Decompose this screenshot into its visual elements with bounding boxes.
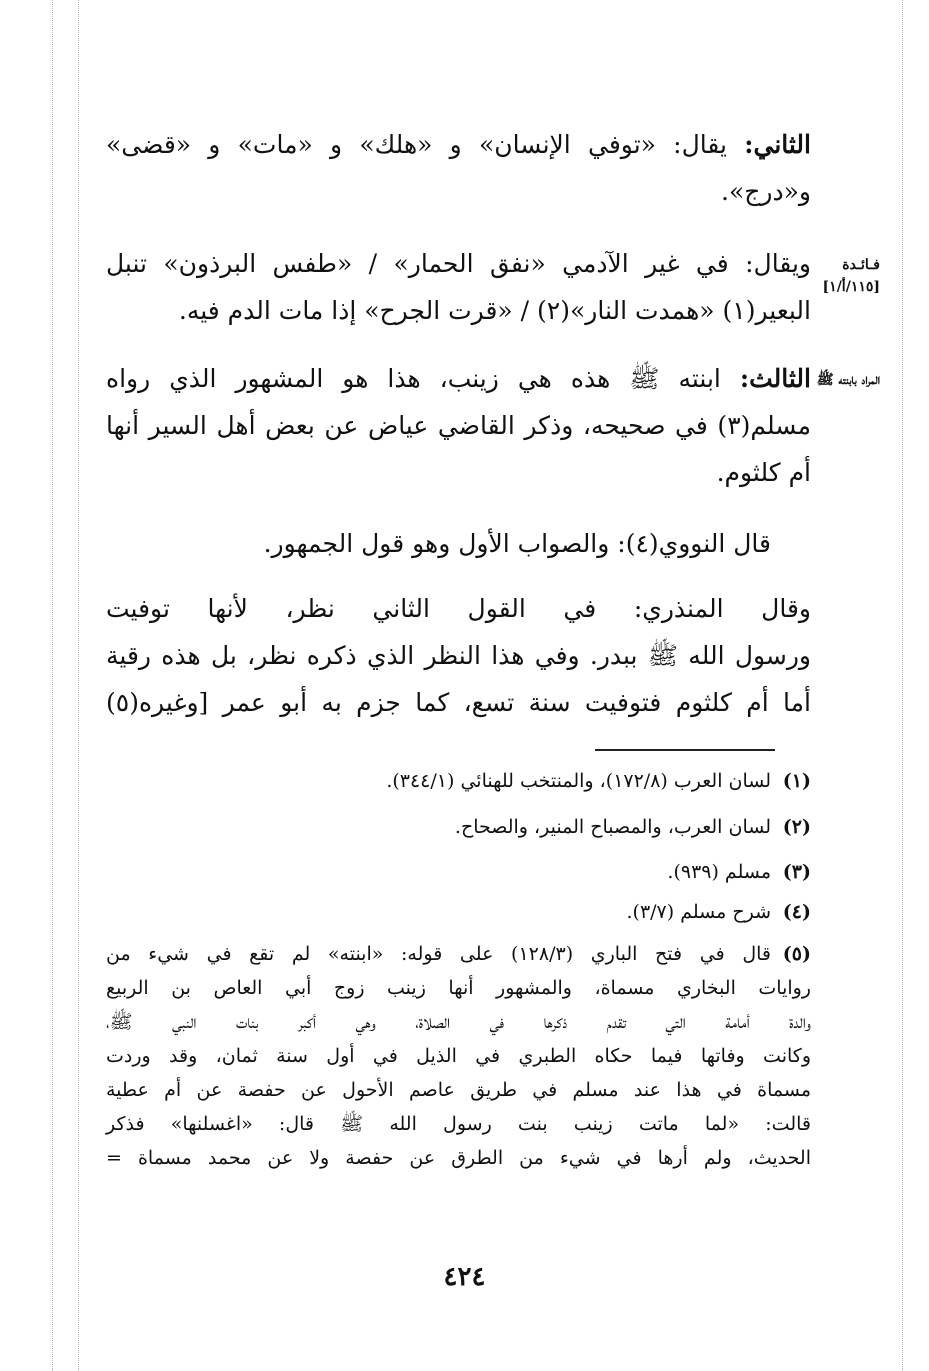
- footnote-number: (١): [782, 770, 811, 792]
- text-line: وقال المنذري: في القول الثاني نظر، لأنها توفيت: [106, 594, 811, 623]
- footnote-line: روايات البخاري مسماة، والمشهور أنها زينب زوج أبي العاص بن الربيع: [106, 977, 811, 999]
- text-line: ورسول الله ﷺ ببدر. وفي هذا النظر الذي ذكره نظر، بل هذه رقية: [106, 641, 811, 670]
- footnote-number: (٤): [782, 901, 811, 923]
- footnote-3: [106, 857, 811, 887]
- footnote-5: [106, 939, 811, 1173]
- lead-word: الثالث:: [739, 364, 811, 393]
- footnote-text: لسان العرب، والمصباح المنير، والصحاح.: [454, 816, 771, 838]
- text-line: أما أم كلثوم فتوفيت سنة تسع، كما جزم به أبو عمر [وغيره(٥): [106, 688, 811, 717]
- lead-word: الثاني:: [744, 130, 811, 159]
- page-edge-left: [52, 0, 53, 1371]
- paragraph-mundhiri: [106, 585, 811, 726]
- margin-note-murad: [775, 369, 880, 391]
- margin-note-ref: [١١٥/أ/١]: [822, 279, 880, 295]
- text-line: ويقال: في غير الآدمي «نفق الحمار» / «طفس البرذون» تنبل: [106, 249, 811, 278]
- text-line: و«درج».: [721, 177, 811, 206]
- margin-note-fayda: [775, 254, 880, 298]
- page-edge-left-inner: [78, 0, 79, 1371]
- footnote-divider: [595, 749, 775, 751]
- text-line: مسلم(٣) في صحيحه، وذكر القاضي عياض عن بعض أهل السير أنها: [106, 411, 811, 440]
- margin-note-label: فـائـدة: [842, 257, 880, 273]
- footnote-number: (٥): [782, 943, 811, 965]
- footnote-line: والدة أمامة التي تقدم ذكرها في الصلاة، وهي أكبر بنات النبي ﷺ،: [106, 1011, 811, 1033]
- footnote-number: (٢): [782, 816, 811, 838]
- footnote-1: [106, 766, 811, 796]
- footnote-2: [106, 812, 811, 842]
- footnote-4: [106, 897, 811, 927]
- footnote-text: شرح مسلم (٣/٧).: [626, 901, 771, 923]
- footnote-number: (٣): [782, 861, 811, 883]
- footnote-line: قالت: «لما ماتت زينب بنت رسول الله ﷺ قال: «اغسلنها» فذكر: [106, 1113, 811, 1135]
- text-line: أم كلثوم.: [716, 458, 811, 487]
- footnote-text: مسلم (٩٣٩).: [667, 861, 771, 883]
- paragraph-nawawi: [106, 520, 811, 567]
- text-line: البعير(١) «همدت النار»(٢) / «قرت الجرح» إذا مات الدم فيه.: [178, 296, 811, 325]
- paragraph-thani: [106, 121, 811, 215]
- text-line: قال النووي(٤): والصواب الأول وهو قول الجمهور.: [263, 529, 771, 558]
- page-edge-right: [902, 0, 903, 1371]
- paragraph-yuqal: [106, 240, 811, 334]
- footnote-line: وكانت وفاتها فيما حكاه الطبري في الذيل في أول سنة ثمان، وقد وردت: [106, 1045, 811, 1067]
- margin-note-label: المراد بابنته ﷺ: [816, 372, 880, 388]
- paragraph-thalith: [106, 355, 811, 496]
- footnote-line: الحديث، ولم أرها في شيء من الطرق عن حفصة ولا عن محمد مسماة =: [106, 1147, 811, 1169]
- text-line: الثاني: يقال: «توفي الإنسان» و «هلك» و «مات» و «قضى»: [106, 130, 811, 159]
- footnote-line: قال في فتح الباري (١٢٨/٣) على قوله: «ابنته» لم تقع في شيء من: [106, 943, 771, 965]
- footnote-line: مسماة في هذا عند مسلم في طريق عاصم الأحول عن حفصة عن أم عطية: [106, 1079, 811, 1101]
- footnote-text: لسان العرب (١٧٢/٨)، والمنتخب للهنائي (٣٤٤/١).: [386, 770, 771, 792]
- page-number: ٤٢٤: [443, 1262, 486, 1292]
- text-line: الثالث: ابنته ﷺ هذه هي زينب، هذا هو المشهور الذي رواه: [106, 364, 811, 393]
